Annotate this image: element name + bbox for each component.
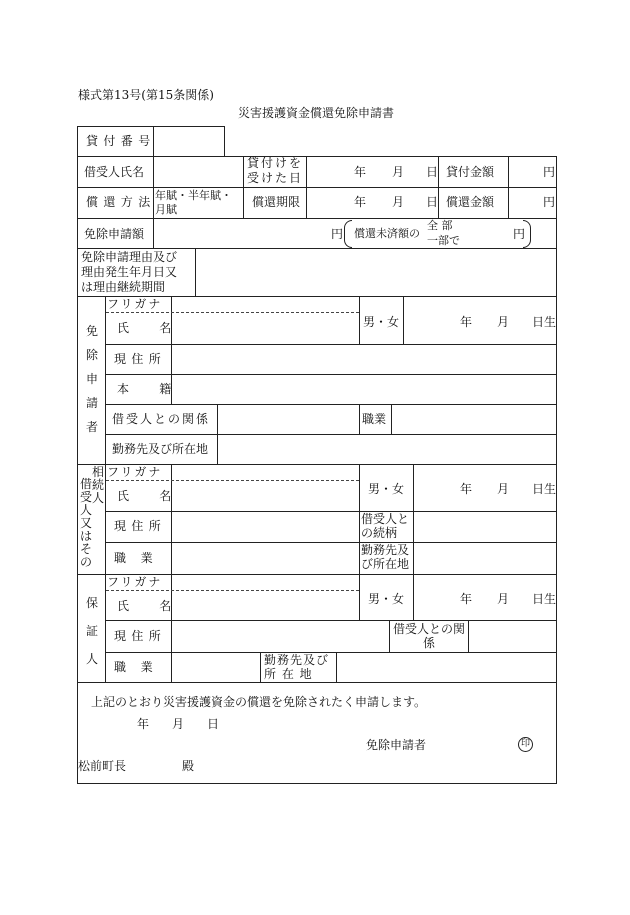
vertical-char: 除 (85, 348, 98, 362)
guarantor-workplace-label: 勤務先及び (264, 653, 330, 667)
heir-address-label: 現住所 (114, 519, 167, 533)
guarantor-occupation-label: 職 業 (114, 660, 159, 674)
seal-icon: 印 (518, 737, 533, 752)
borrower-name-field[interactable] (154, 157, 242, 186)
guarantor-gender[interactable]: 男・女 (368, 592, 405, 606)
vertical-char: 受 (80, 490, 93, 504)
vertical-char: 相 (92, 465, 105, 479)
reason-label: 免除申請理由及び (81, 250, 178, 264)
heir-relation-label: 借受人と (361, 512, 410, 526)
borrower-name-label: 借受人氏名 (84, 165, 145, 179)
vertical-char: 保 (85, 596, 98, 610)
vertical-char: 借 (80, 477, 93, 491)
vertical-char: 続 (92, 478, 105, 492)
heir-section-label (80, 478, 92, 569)
guarantor-address-label: 現住所 (114, 629, 167, 643)
vertical-char: 人 (85, 652, 98, 666)
addressee: 松前町長 (78, 759, 127, 773)
vertical-char: 証 (85, 624, 98, 638)
applicant-address-label: 現住所 (114, 352, 167, 366)
loan-amount-label: 貸付金額 (446, 165, 495, 179)
loan-date-label: 貸付けを (247, 156, 304, 170)
vertical-char: 請 (85, 396, 98, 410)
part-option: 一部で (427, 234, 460, 247)
applicant-relation-label: 借受人との関係 (112, 412, 211, 426)
all-option: 全 部 (427, 219, 453, 232)
guarantor-name-label: 氏 名 (117, 599, 185, 613)
applicant-section-label (85, 325, 99, 445)
applicant-domicile-label: 本 籍 (117, 382, 185, 396)
guarantor-furigana-label: フリガナ (107, 575, 163, 589)
heir-name-label: 氏 名 (117, 489, 185, 503)
heir-occupation-label: 職 業 (114, 551, 159, 565)
applicant-occupation-label: 職業 (362, 412, 387, 426)
guarantor-section-label (85, 597, 99, 681)
declaration-statement: 上記のとおり災害援護資金の償還を免除されたく申請します。 (91, 695, 427, 709)
applicant-furigana-label: フリガナ (107, 297, 163, 311)
repayment-method-label: 償還方法 (86, 195, 156, 209)
applicant-name-label: 氏 名 (117, 321, 185, 335)
repaid-amount-label: 償還金額 (446, 195, 495, 209)
applicant-gender[interactable]: 男・女 (363, 315, 400, 329)
exemption-amount-label: 免除申請額 (84, 227, 145, 241)
form-title: 災害援護資金償還免除申請書 (238, 106, 395, 120)
form-number: 様式第13号(第15条関係) (78, 88, 214, 102)
vertical-char: 又 (80, 516, 93, 530)
heir-workplace-label: 勤務先及 (361, 543, 410, 557)
applicant-workplace-label: 勤務先及び所在地 (112, 442, 209, 456)
loan-number-field[interactable] (154, 127, 223, 155)
heir-furigana-label: フリガナ (107, 465, 163, 479)
repayment-method-value: 年賦・半年賦・ (155, 189, 232, 202)
vertical-char: 人 (80, 503, 93, 517)
vertical-char: の (80, 555, 93, 569)
vertical-char: 免 (85, 324, 98, 338)
honorific: 殿 (182, 759, 195, 773)
vertical-char: は (80, 529, 93, 543)
heir-gender[interactable]: 男・女 (368, 482, 405, 496)
guarantor-relation-label: 借受人との関 (393, 622, 466, 636)
outstanding-label: 償還未済額の (354, 227, 420, 240)
vertical-char: 申 (85, 372, 98, 386)
repayment-deadline-label: 償還期限 (252, 195, 301, 209)
applicant-signature-label: 免除申請者 (366, 738, 427, 752)
vertical-char: そ (80, 542, 93, 556)
vertical-char: 者 (85, 420, 98, 434)
loan-number-label: 貸付番号 (86, 134, 156, 148)
vertical-char: 人 (92, 491, 105, 505)
